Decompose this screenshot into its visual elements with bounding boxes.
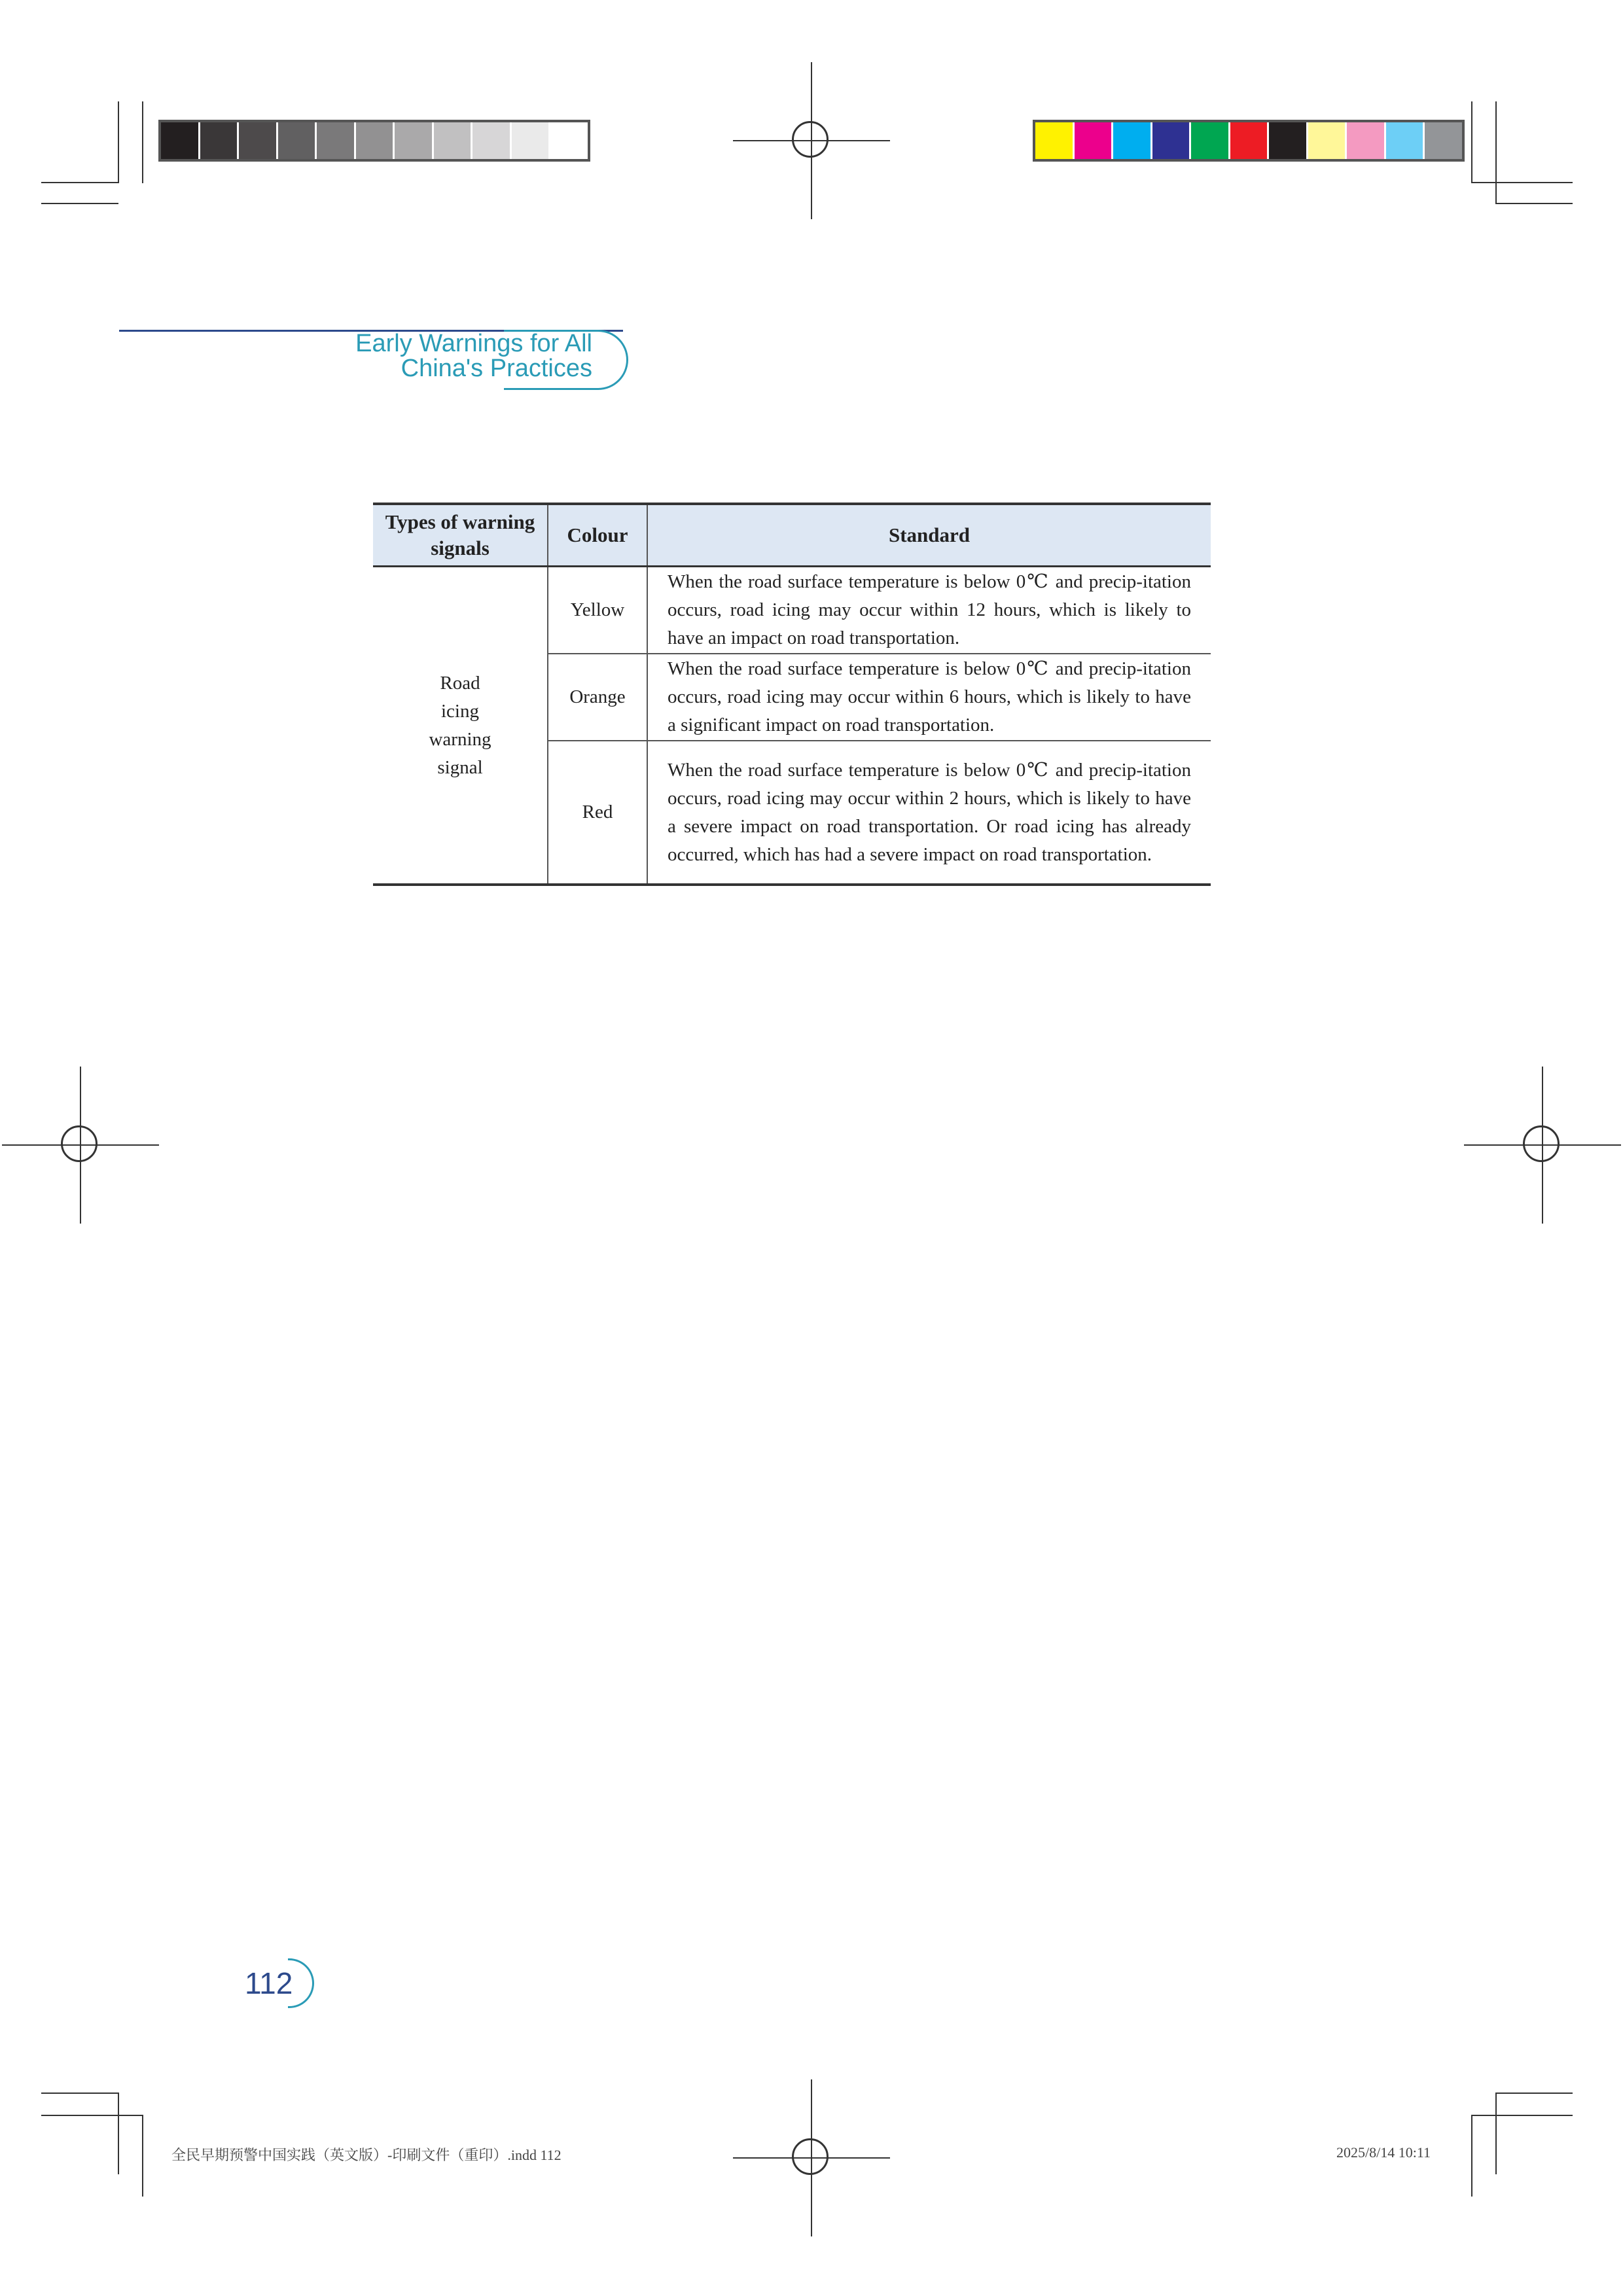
colour-swatch [473,122,512,159]
running-header-line1: Early Warnings for All [355,330,592,357]
running-header [355,331,592,381]
colour-cell: Yellow [548,567,647,654]
standard-cell: When the road surface temperature is below 0℃ and precip-itation occurs, road icing may occur within 2 hours, which is likely to have a severe impact on road transportation. Or road icing has already occurred, which has had a severe impact on road transportation. [647,741,1211,885]
header-types-of-warning-signals: Types of warning signals [373,504,548,567]
registration-target [2,1067,159,1224]
crop-mark [1495,203,1573,204]
colour-cell: Red [548,741,647,885]
slug-timestamp: 2025/8/14 10:11 [1336,2144,1431,2161]
registration-target [733,62,890,219]
colour-swatch [161,122,200,159]
crop-mark [1495,2093,1573,2094]
crop-mark [41,2093,118,2094]
colour-swatch [1113,122,1152,159]
crop-mark [142,101,143,183]
standard-cell: When the road surface temperature is below 0℃ and precip-itation occurs, road icing may occur within 6 hours, which is likely to have a significant impact on road transportation. [647,654,1211,741]
crop-mark [1471,101,1472,183]
colour-swatch [1075,122,1114,159]
crop-mark [41,203,118,204]
colour-swatch [200,122,240,159]
crop-mark [142,2115,143,2197]
slug-filename: 全民早期预警中国实践（英文版）-印刷文件（重印）.indd 112 [171,2147,562,2163]
grayscale-colour-bar [158,120,590,162]
crop-mark [41,2115,143,2116]
crop-mark [41,182,118,183]
colour-swatch [550,122,588,159]
signal-type-cell [373,567,548,885]
colour-swatch [278,122,317,159]
colour-swatch [1191,122,1230,159]
warning-signal-table [373,503,1211,886]
table-row [373,567,1211,654]
colour-swatch [239,122,278,159]
colour-cell: Orange [548,654,647,741]
colour-swatch [1269,122,1308,159]
crop-mark [1471,2115,1573,2116]
running-header-line2: China's Practices [401,355,592,382]
colour-swatch [356,122,395,159]
standard-cell: When the road surface temperature is below 0℃ and precip-itation occurs, road icing may occur within 12 hours, which is likely to have an impact on road transportation. [647,567,1211,654]
registration-target [733,2079,890,2236]
crop-mark [118,101,119,183]
process-colour-bar [1033,120,1465,162]
registration-target [1464,1067,1621,1224]
colour-swatch [1230,122,1270,159]
header-colour: Colour [548,504,647,567]
colour-swatch [1425,122,1462,159]
colour-swatch [512,122,551,159]
colour-swatch [434,122,473,159]
crop-mark [1495,101,1497,203]
colour-swatch [1386,122,1425,159]
crop-mark [118,2093,119,2174]
crop-mark [1471,182,1573,183]
crop-mark [1495,2093,1497,2174]
colour-swatch [317,122,356,159]
colour-swatch [1308,122,1347,159]
colour-swatch [1035,122,1075,159]
crop-mark [1471,2115,1472,2197]
colour-swatch [395,122,434,159]
page-number-arc [288,1958,314,2008]
colour-swatch [1347,122,1386,159]
header-standard: Standard [647,504,1211,567]
signal-type-text: Road icing warning signal [429,672,491,778]
colour-swatch [1152,122,1192,159]
table-header-row [373,504,1211,567]
page-number: 112 [245,1966,293,2000]
